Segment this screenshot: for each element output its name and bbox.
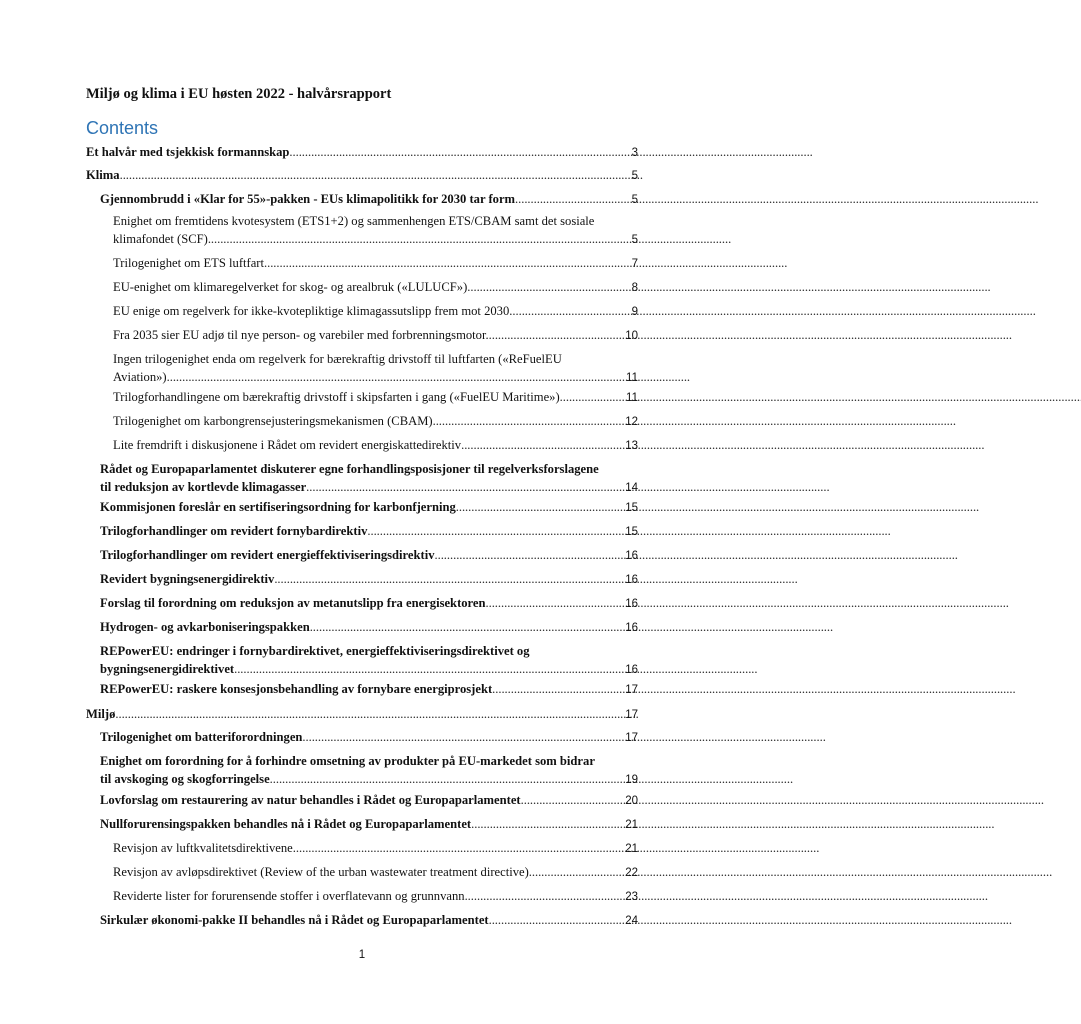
toc-entry-title: Forslag til forordning om reduksjon av metanutslipp fra energisektoren (100, 596, 486, 610)
toc-entry[interactable] (100, 642, 638, 679)
toc-entry[interactable] (86, 166, 638, 185)
toc-page-number: 8 (631, 282, 638, 294)
toc-entry[interactable] (100, 728, 638, 747)
dot-leader (296, 839, 624, 857)
toc-entry-title: Trilogenighet om karbongrensejusteringsmekanismen (CBAM) (113, 414, 433, 428)
toc-entry-title: REPowerEU: raskere konsesjonsbehandling av fornybare energiprosjekt (100, 682, 493, 696)
dot-leader (465, 887, 625, 905)
toc-entry[interactable] (100, 680, 638, 699)
toc-page-number: 5 (631, 170, 638, 182)
toc-entry[interactable] (113, 326, 638, 345)
toc-entry-title: EU-enighet om klimaregelverket for skog- og arealbruk («LULUCF») (113, 280, 468, 294)
toc-page-number: 12 (625, 416, 638, 428)
toc-entry-title: til avskoging og skogforringelse (100, 772, 270, 786)
dot-leader (515, 190, 631, 208)
toc-entry-title: Fra 2035 sier EU adjø til nye person- og varebiler med forbrenningsmotor. (113, 328, 489, 342)
document-title: Miljø og klima i EU høsten 2022 - halvårsrapport (86, 86, 392, 102)
toc-page-number: 5 (631, 234, 638, 246)
toc-entry-title: Lite fremdrift i diskusjonene i Rådet om revidert energiskattedirektiv (113, 438, 462, 452)
toc-entry-title: Trilogforhandlinger om revidert fornybardirektiv (100, 524, 368, 538)
dot-leader (433, 412, 625, 430)
dot-leader (270, 770, 625, 788)
toc-page-number: 23 (625, 891, 638, 903)
dot-leader (489, 326, 625, 344)
toc-page-number: 11 (626, 392, 638, 404)
toc-entry-title: Revisjon av avløpsdirektivet (Review of the urban wastewater treatment directive) (113, 865, 529, 879)
toc-entry[interactable] (113, 302, 638, 321)
toc-page-number: 13 (625, 440, 638, 452)
toc-entry-title: Nullforurensingspakken behandles nå i Rådet og Europaparlamentet (100, 817, 472, 831)
toc-entry-title-first-line: REPowerEU: endringer i fornybardirektivet, energieffektiviseringsdirektivet og (100, 644, 530, 658)
toc-entry-title-first-line: Enighet om forordning for å forhindre omsetning av produkter på EU-markedet som bidrar (100, 754, 595, 768)
dot-leader (115, 705, 624, 723)
toc-page-number: 21 (625, 843, 638, 855)
toc-entry[interactable] (113, 212, 638, 249)
toc-page-number: 11 (626, 372, 638, 384)
dot-leader (529, 863, 624, 881)
toc-entry-title: til reduksjon av kortlevde klimagasser (100, 480, 307, 494)
toc-entry[interactable] (100, 594, 638, 613)
toc-entry[interactable] (100, 911, 638, 930)
toc-page-number: 10 (625, 330, 638, 342)
dot-leader (208, 230, 631, 248)
dot-leader (492, 680, 624, 698)
toc-entry[interactable] (113, 412, 638, 431)
toc-entry-title: Kommisjonen foreslår en sertifiseringsordning for karbonfjerning (100, 500, 456, 514)
dot-leader (489, 911, 625, 929)
toc-entry-title: Revidert bygningsenergidirektiv (100, 572, 275, 586)
toc-entry-title: Gjennombrudd i «Klar for 55»-pakken - EUs klimapolitikk for 2030 tar form (100, 192, 516, 206)
toc-page-number: 16 (625, 550, 638, 562)
toc-entry[interactable] (86, 705, 638, 724)
toc-entry-title: Lovforslag om restaurering av natur behandles i Rådet og Europaparlamentet (100, 793, 521, 807)
toc-entry[interactable] (100, 498, 638, 517)
toc-entry[interactable] (100, 522, 638, 541)
toc-page-number: 17 (625, 684, 638, 696)
toc-entry[interactable] (113, 350, 638, 387)
toc-entry-title: Et halvår med tsjekkisk formannskap (86, 145, 290, 159)
dot-leader (471, 815, 624, 833)
toc-page-number: 17 (625, 732, 638, 744)
toc-page-number: 19 (625, 774, 638, 786)
dot-leader (120, 166, 631, 184)
toc-page-number: 3 (631, 147, 638, 159)
toc-entry[interactable] (100, 190, 638, 209)
toc-entry-title: Aviation») (113, 370, 167, 384)
toc-entry[interactable] (113, 254, 638, 273)
toc-page-number: 16 (625, 622, 638, 634)
dot-leader (521, 791, 625, 809)
toc-entry[interactable] (100, 460, 638, 497)
toc-entry-title: Reviderte lister for forurensende stoffer i overflatevann og grunnvann (113, 889, 465, 903)
dot-leader (435, 546, 625, 564)
toc-page-number: 16 (625, 664, 638, 676)
dot-leader (274, 570, 624, 588)
toc-entry-title: Trilogforhandlingene om bærekraftig drivstoff i skipsfarten i gang («FuelEU Maritime») (113, 390, 560, 404)
dot-leader (367, 522, 624, 540)
toc-entry-title: Miljø (86, 707, 116, 721)
toc-entry[interactable] (100, 546, 638, 565)
toc-entry-title-first-line: Enighet om fremtidens kvotesystem (ETS1+2) og sammenhengen ETS/CBAM samt det sosiale (113, 214, 595, 228)
toc-page-number: 9 (631, 306, 638, 318)
toc-entry[interactable] (86, 143, 638, 162)
toc-entry[interactable] (100, 570, 638, 589)
toc-entry-title: bygningsenergidirektivet (100, 662, 235, 676)
toc-entry[interactable] (113, 887, 638, 906)
dot-leader (560, 388, 625, 406)
dot-leader (467, 278, 630, 296)
toc-entry-title: Revisjon av luftkvalitetsdirektivene. (113, 841, 296, 855)
toc-page-number: 22 (625, 867, 638, 879)
toc-entry-title: Trilogenighet om batteriforordningen (100, 730, 303, 744)
toc-entry-title: Trilogforhandlinger om revidert energieffektiviseringsdirektiv (100, 548, 435, 562)
dot-leader (289, 143, 630, 161)
dot-leader (486, 594, 625, 612)
toc-entry[interactable] (113, 863, 638, 882)
dot-leader (167, 368, 625, 386)
toc-page-number: 15 (625, 526, 638, 538)
toc-entry[interactable] (113, 436, 638, 455)
toc-entry[interactable] (113, 278, 638, 297)
toc-entry[interactable] (100, 815, 638, 834)
dot-leader (306, 478, 624, 496)
toc-page-number: 16 (625, 598, 638, 610)
toc-page-number: 15 (625, 502, 638, 514)
toc-page-number: 17 (625, 709, 638, 721)
toc-entry-title-first-line: Ingen trilogenighet enda om regelverk for bærekraftig drivstoff til luftfarten («ReFuelEU (113, 352, 562, 366)
toc-entry-title: Sirkulær økonomi-pakke II behandles nå i Rådet og Europaparlamentet (100, 913, 489, 927)
dot-leader (456, 498, 624, 516)
dot-leader (461, 436, 624, 454)
toc-entry[interactable] (113, 839, 638, 858)
toc-entry[interactable] (113, 388, 638, 407)
contents-heading: Contents (86, 118, 159, 138)
toc-entry[interactable] (100, 752, 638, 789)
toc-page-number: 14 (625, 482, 638, 494)
toc-entry-title-first-line: Rådet og Europaparlamentet diskuterer egne forhandlingsposisjoner til regelverksforslagene (100, 462, 599, 476)
toc-page-number: 7 (631, 258, 638, 270)
toc-entry-title: Trilogenighet om ETS luftfart (113, 256, 264, 270)
toc-page-number: 21 (625, 819, 638, 831)
toc-entry[interactable] (100, 618, 638, 637)
toc-entry-title: Klima (86, 168, 120, 182)
dot-leader (234, 660, 624, 678)
toc-entry[interactable] (100, 791, 638, 810)
dot-leader (302, 728, 624, 746)
toc-page-number: 5 (631, 194, 638, 206)
toc-page-number: 16 (625, 574, 638, 586)
toc-page-number: 20 (625, 795, 638, 807)
toc-entry-title: klimafondet (SCF) (113, 232, 208, 246)
dot-leader (512, 302, 630, 320)
toc-entry-title: Hydrogen- og avkarboniseringspakken (100, 620, 310, 634)
dot-leader (264, 254, 631, 272)
toc-entry-title: EU enige om regelverk for ikke-kvotepliktige klimagassutslipp frem mot 2030. (113, 304, 513, 318)
page-number: 1 (358, 949, 366, 961)
toc-page-number: 24 (625, 915, 638, 927)
dot-leader (310, 618, 625, 636)
